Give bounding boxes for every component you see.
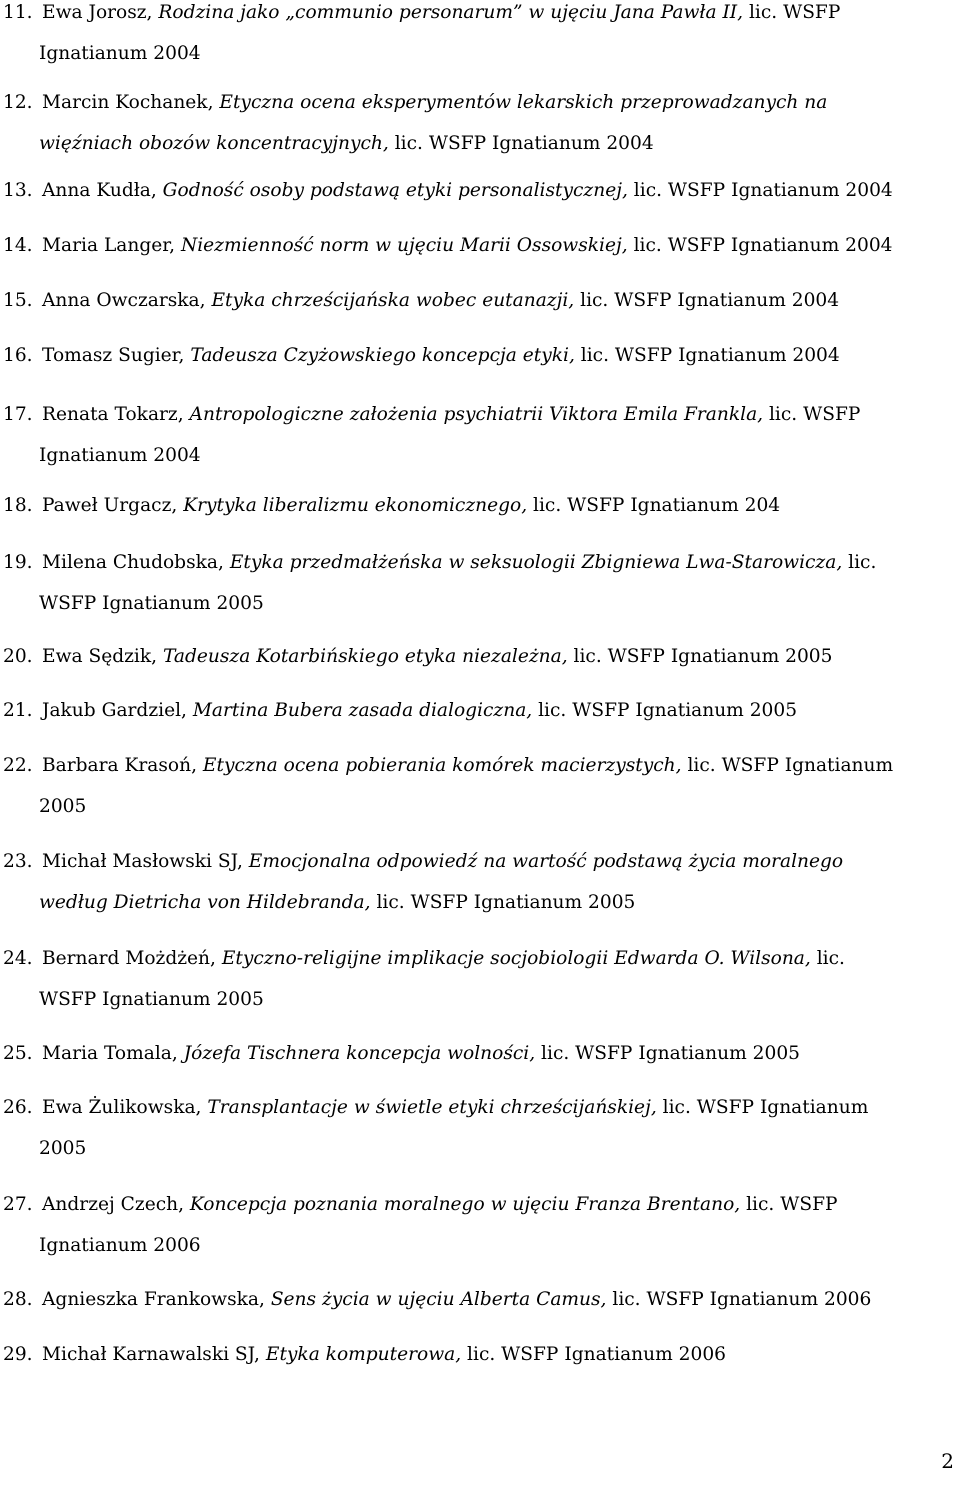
entry-continuation [3, 583, 943, 624]
entry-author: Anna Kudła, [42, 180, 163, 201]
entry-line [3, 851, 843, 872]
entry-number: 20. [3, 646, 33, 667]
entry-publisher: lic. WSFP Ignatianum 2004 [627, 180, 893, 201]
entry-number: 21. [3, 700, 33, 721]
entry-title: Emocjonalna odpowiedź na wartość podstawą życia moralnego [248, 851, 844, 872]
entry-number: 12. [3, 92, 33, 113]
entry-title: Martina Bubera zasada dialogiczna, [192, 700, 533, 721]
list-item [3, 0, 943, 74]
entry-publisher: lic. WSFP Ignatianum 2004 [574, 290, 840, 311]
entry-continuation [3, 1128, 943, 1169]
list-item [3, 841, 943, 923]
entry-number: 18. [3, 495, 33, 516]
entry-title: Etyczna ocena pobierania komórek macierzystych, [202, 755, 682, 776]
list-item [3, 394, 943, 476]
entry-line [3, 646, 832, 667]
entry-line [3, 235, 893, 256]
entry-number: 14. [3, 235, 33, 256]
entry-title-continuation: według Dietricha von Hildebranda, [39, 892, 371, 913]
entry-line [3, 92, 827, 113]
entry-continuation [3, 882, 943, 923]
list-item [3, 1334, 943, 1375]
entry-line [3, 290, 839, 311]
entry-number: 25. [3, 1043, 33, 1064]
entry-author: Anna Owczarska, [42, 290, 212, 311]
entry-continuation [3, 786, 943, 827]
entry-continuation [3, 435, 943, 476]
entry-author: Marcin Kochanek, [42, 92, 220, 113]
entry-publisher: lic. WSFP Ignatianum 2005 [567, 646, 833, 667]
entry-publisher: lic. WSFP [743, 2, 841, 23]
page-number: 2 [941, 1449, 954, 1473]
entry-number: 16. [3, 345, 33, 366]
entry-line [3, 1194, 838, 1215]
entry-line [3, 552, 876, 573]
entry-author: Maria Langer, [42, 235, 181, 256]
entry-publisher: lic. WSFP Ignatianum 2005 [532, 700, 798, 721]
list-item [3, 485, 943, 526]
entry-publisher: lic. [842, 552, 877, 573]
entry-number: 17. [3, 404, 33, 425]
entry-author: Ewa Żulikowska, [42, 1097, 208, 1118]
list-item [3, 1184, 943, 1266]
entry-number: 26. [3, 1097, 33, 1118]
entry-publisher: lic. WSFP Ignatianum [681, 755, 894, 776]
entry-line [3, 345, 840, 366]
entry-author: Paweł Urgacz, [42, 495, 184, 516]
entry-author: Agnieszka Frankowska, [42, 1289, 271, 1310]
entry-number: 24. [3, 948, 33, 969]
list-item [3, 745, 943, 827]
entry-line [3, 1289, 871, 1310]
entry-title: Niezmienność norm w ujęciu Marii Ossowskiej, [180, 235, 628, 256]
entry-publisher: Ignatianum 2004 [39, 445, 201, 466]
entry-title-continuation: więźniach obozów koncentracyjnych, [39, 133, 389, 154]
list-item [3, 1279, 943, 1320]
entry-title: Etyczna ocena eksperymentów lekarskich przeprowadzanych na [219, 92, 828, 113]
entry-publisher: lic. WSFP [763, 404, 861, 425]
entry-publisher: 2005 [39, 796, 87, 817]
entry-title: Etyka chrześcijańska wobec eutanazji, [211, 290, 575, 311]
entry-author: Bernard Możdżeń, [42, 948, 222, 969]
list-item [3, 938, 943, 1020]
entry-publisher: lic. WSFP Ignatianum 2004 [574, 345, 840, 366]
entry-author: Ewa Jorosz, [42, 2, 159, 23]
entry-publisher: WSFP Ignatianum 2005 [39, 989, 264, 1010]
entry-author: Michał Karnawalski SJ, [42, 1344, 266, 1365]
entry-line [3, 1344, 726, 1365]
entry-line [3, 495, 780, 516]
entry-author: Tomasz Sugier, [42, 345, 191, 366]
entry-continuation [3, 123, 943, 164]
entry-title: Etyka komputerowa, [265, 1344, 462, 1365]
entry-title: Sens życia w ujęciu Alberta Camus, [270, 1289, 607, 1310]
entry-number: 11. [3, 2, 33, 23]
entry-publisher: lic. WSFP Ignatianum 2004 [627, 235, 893, 256]
entry-line [3, 1097, 868, 1118]
entry-line [3, 948, 845, 969]
entry-author: Jakub Gardziel, [42, 700, 193, 721]
entry-publisher: lic. WSFP Ignatianum 2006 [461, 1344, 726, 1365]
entry-continuation [3, 33, 943, 74]
entry-publisher: WSFP Ignatianum 2005 [39, 593, 264, 614]
list-item [3, 690, 943, 731]
entry-title: Rodzina jako „communio personarum” w ujęciu Jana Pawła II, [158, 2, 744, 23]
entry-line [3, 700, 797, 721]
entry-line [3, 1043, 800, 1064]
entry-line [3, 180, 893, 201]
entry-number: 13. [3, 180, 33, 201]
entry-publisher: lic. WSFP Ignatianum 2004 [388, 133, 654, 154]
list-item [3, 1087, 943, 1169]
entry-number: 29. [3, 1344, 33, 1365]
entry-title: Etyczno-religijne implikacje socjobiologii Edwarda O. Wilsona, [221, 948, 811, 969]
entry-title: Koncepcja poznania moralnego w ujęciu Franza Brentano, [189, 1194, 741, 1215]
entry-title: Józefa Tischnera koncepcja wolności, [183, 1043, 536, 1064]
entry-number: 23. [3, 851, 33, 872]
entry-title: Etyka przedmałżeńska w seksuologii Zbigniewa Lwa-Starowicza, [229, 552, 843, 573]
entry-publisher: Ignatianum 2004 [39, 43, 201, 64]
list-item [3, 280, 943, 321]
entry-continuation [3, 979, 943, 1020]
entry-author: Ewa Sędzik, [42, 646, 163, 667]
entry-title: Tadeusza Kotarbińskiego etyka niezależna, [162, 646, 568, 667]
entry-publisher: lic. WSFP Ignatianum 2005 [535, 1043, 800, 1064]
entry-publisher: lic. WSFP Ignatianum 2005 [370, 892, 636, 913]
entry-publisher: lic. WSFP Ignatianum 2006 [606, 1289, 872, 1310]
entry-line [3, 2, 840, 23]
list-item [3, 1033, 943, 1074]
list-item [3, 542, 943, 624]
entry-publisher: lic. WSFP Ignatianum [656, 1097, 869, 1118]
entry-title: Tadeusza Czyżowskiego koncepcja etyki, [190, 345, 575, 366]
list-item [3, 335, 943, 376]
list-item [3, 82, 943, 164]
entry-publisher: lic. WSFP Ignatianum 204 [527, 495, 781, 516]
entry-publisher: lic. [810, 948, 845, 969]
entry-title: Krytyka liberalizmu ekonomicznego, [183, 495, 528, 516]
entry-number: 27. [3, 1194, 33, 1215]
entry-number: 28. [3, 1289, 33, 1310]
list-item [3, 170, 943, 211]
entry-number: 15. [3, 290, 33, 311]
entry-author: Milena Chudobska, [42, 552, 230, 573]
entry-author: Renata Tokarz, [42, 404, 190, 425]
list-item [3, 636, 943, 677]
entry-title: Transplantacje w świetle etyki chrześcijańskiej, [207, 1097, 657, 1118]
entry-line [3, 404, 860, 425]
entry-publisher: Ignatianum 2006 [39, 1235, 201, 1256]
entry-author: Barbara Krasoń, [42, 755, 203, 776]
entry-publisher: lic. WSFP [740, 1194, 838, 1215]
entry-author: Maria Tomala, [42, 1043, 184, 1064]
entry-author: Andrzej Czech, [42, 1194, 190, 1215]
entry-number: 19. [3, 552, 33, 573]
entry-publisher: 2005 [39, 1138, 87, 1159]
entry-line [3, 755, 893, 776]
entry-author: Michał Masłowski SJ, [42, 851, 249, 872]
entry-title: Antropologiczne założenia psychiatrii Viktora Emila Frankla, [189, 404, 764, 425]
entry-title: Godność osoby podstawą etyki personalistycznej, [162, 180, 628, 201]
entry-number: 22. [3, 755, 33, 776]
list-item [3, 225, 943, 266]
entry-continuation [3, 1225, 943, 1266]
